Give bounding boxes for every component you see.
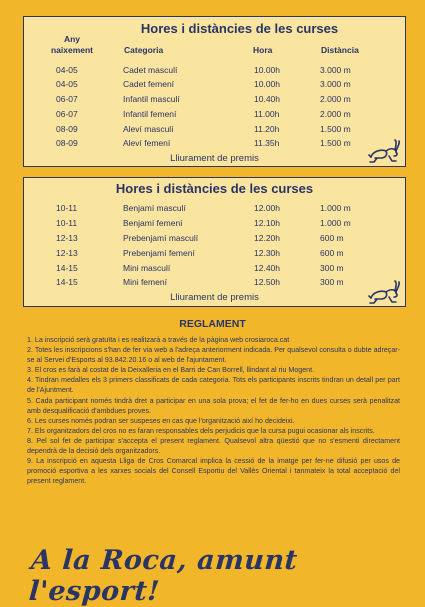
cell-any: 06-07 [56,109,78,119]
rabbit-icon [367,138,403,164]
rule-item: 3. El cros es farà al costat de la Deixalleria en el Barri de Can Borrell, llindant al riu Mogent. [27,366,315,375]
cell-categoria: Infantil femení [123,109,177,119]
cell-distancia: 3.000 m [320,79,351,89]
cell-any: 12-13 [56,233,78,243]
cell-distancia: 600 m [320,248,344,258]
table-row [24,248,405,261]
cell-distancia: 3.000 m [320,65,351,75]
rule-item: 8. Pel sol fet de participar s'accepta el present reglament. Qualsevol altra qüestió que no s'esmenti directament dependrà de la decisió dels organitzadors. [27,436,400,456]
cell-any: 08-09 [56,124,78,134]
cell-hora: 12.30h [254,248,280,258]
rule-item: 2. Totes les inscripcions s'han de fer via web a l'adreça anteriorment indicada. Per qualsevol consulta o dubte adreçar-se al Servei d'Esports al 93.842.20.16 o al web de l'ajuntament. [27,346,400,365]
table-row [24,263,405,276]
awards-note: Lliurament de premis [170,292,259,303]
table-2-title: Hores i distàncies de les curses [115,181,314,196]
cell-distancia: 600 m [320,233,344,243]
table-row [24,138,405,151]
rule-item: 4. Tindran medalles els 3 primers classificats de cada categoria. Tots els participants inscrits tindran un detall per part de l'Ajuntment. [27,376,400,395]
table-row [24,124,405,137]
table-row [24,203,405,216]
cell-categoria: Prebenjamí masculí [123,233,199,243]
cell-hora: 12.40h [254,263,280,273]
rule-item: 5. Cada participant només tindrà dret a participar en una sola prova; el fet de fer-ho en dues curses serà penalitzat amb desqualificació d'ambdues proves. [27,396,400,415]
schedule-table-2 [23,177,406,307]
cell-any: 14-15 [56,263,78,273]
cell-any: 04-05 [56,65,78,75]
cell-categoria: Cadet femení [123,79,175,89]
cell-distancia: 2.000 m [320,109,351,119]
table-row [24,277,405,290]
table-row [24,94,405,107]
header-categoria: Categoria [124,45,164,55]
header-distancia: Distància [321,45,359,55]
awards-note: Lliurament de premis [170,153,259,164]
table-row [24,109,405,122]
table-1-title: Hores i distàncies de les curses [140,21,339,36]
cell-distancia: 300 m [320,263,344,273]
rabbit-icon [367,279,403,305]
header-any-naixement: Any naixement [50,34,94,55]
rule-item: 6. Les curses només podran ser suspeses en cas que l'organització així ho decideixi. [27,416,295,425]
cell-hora: 12.10h [254,218,280,228]
cell-distancia: 1.000 m [320,218,351,228]
header-hora: Hora [253,45,273,55]
cell-hora: 12.20h [254,233,280,243]
table-row [24,79,405,92]
cell-hora: 12.00h [254,203,280,213]
cell-hora: 12.50h [254,277,280,287]
cell-hora: 10.00h [254,79,280,89]
cell-hora: 10.00h [254,65,280,75]
cell-any: 08-09 [56,138,78,148]
cell-distancia: 300 m [320,277,344,287]
schedule-table-1 [23,16,406,167]
table-row [24,65,405,78]
reglament-title: REGLAMENT [179,318,246,330]
cell-any: 10-11 [56,218,78,228]
rule-item: 1. La inscripció serà gratuïta i es realitzarà a través de la pàgina web crosiaroca.cat [27,336,290,344]
table-row [24,218,405,231]
cell-any: 14-15 [56,277,78,287]
cell-hora: 10.40h [254,94,280,104]
rule-item: 7. Els organitzadors del cros no es faran responsables dels perjudicis que la cursa pugui ocasionar als inscrits. [27,426,375,435]
table-row [24,233,405,246]
reglament-list [27,335,400,486]
slogan: A la Roca, amunt l'esport! [27,545,299,607]
cell-categoria: Aleví masculí [123,124,174,134]
cell-any: 12-13 [56,248,78,258]
cell-categoria: Benjamí femení [123,218,183,228]
cell-distancia: 1.500 m [320,124,351,134]
cell-categoria: Cadet masculí [123,65,178,75]
cell-categoria: Infantil masculí [123,94,180,104]
cell-distancia: 1.000 m [320,203,351,213]
cell-categoria: Prebenjamí femení [123,248,195,258]
cell-hora: 11.00h [254,109,280,119]
cell-hora: 11.35h [254,138,280,148]
cell-any: 10-11 [56,203,78,213]
cell-categoria: Aleví femení [123,138,171,148]
cell-distancia: 1.500 m [320,138,351,148]
cell-categoria: Mini femení [123,277,167,287]
cell-any: 04-05 [56,79,78,89]
cell-hora: 11.20h [254,124,280,134]
cell-categoria: Mini masculí [123,263,171,273]
rule-item: 9. La inscripció en aquesta Lliga de Cros Comarcal implica la cessió de la imatge per fer-ne difusió per usos de promoció esportiva a les xarxes socials del Consell Esportiu del Vallès Oriental i tanmateix la total acceptació del present reglament. [27,457,400,486]
cell-categoria: Benjamí masculí [123,203,186,213]
cell-distancia: 2.000 m [320,94,351,104]
cell-any: 06-07 [56,94,78,104]
